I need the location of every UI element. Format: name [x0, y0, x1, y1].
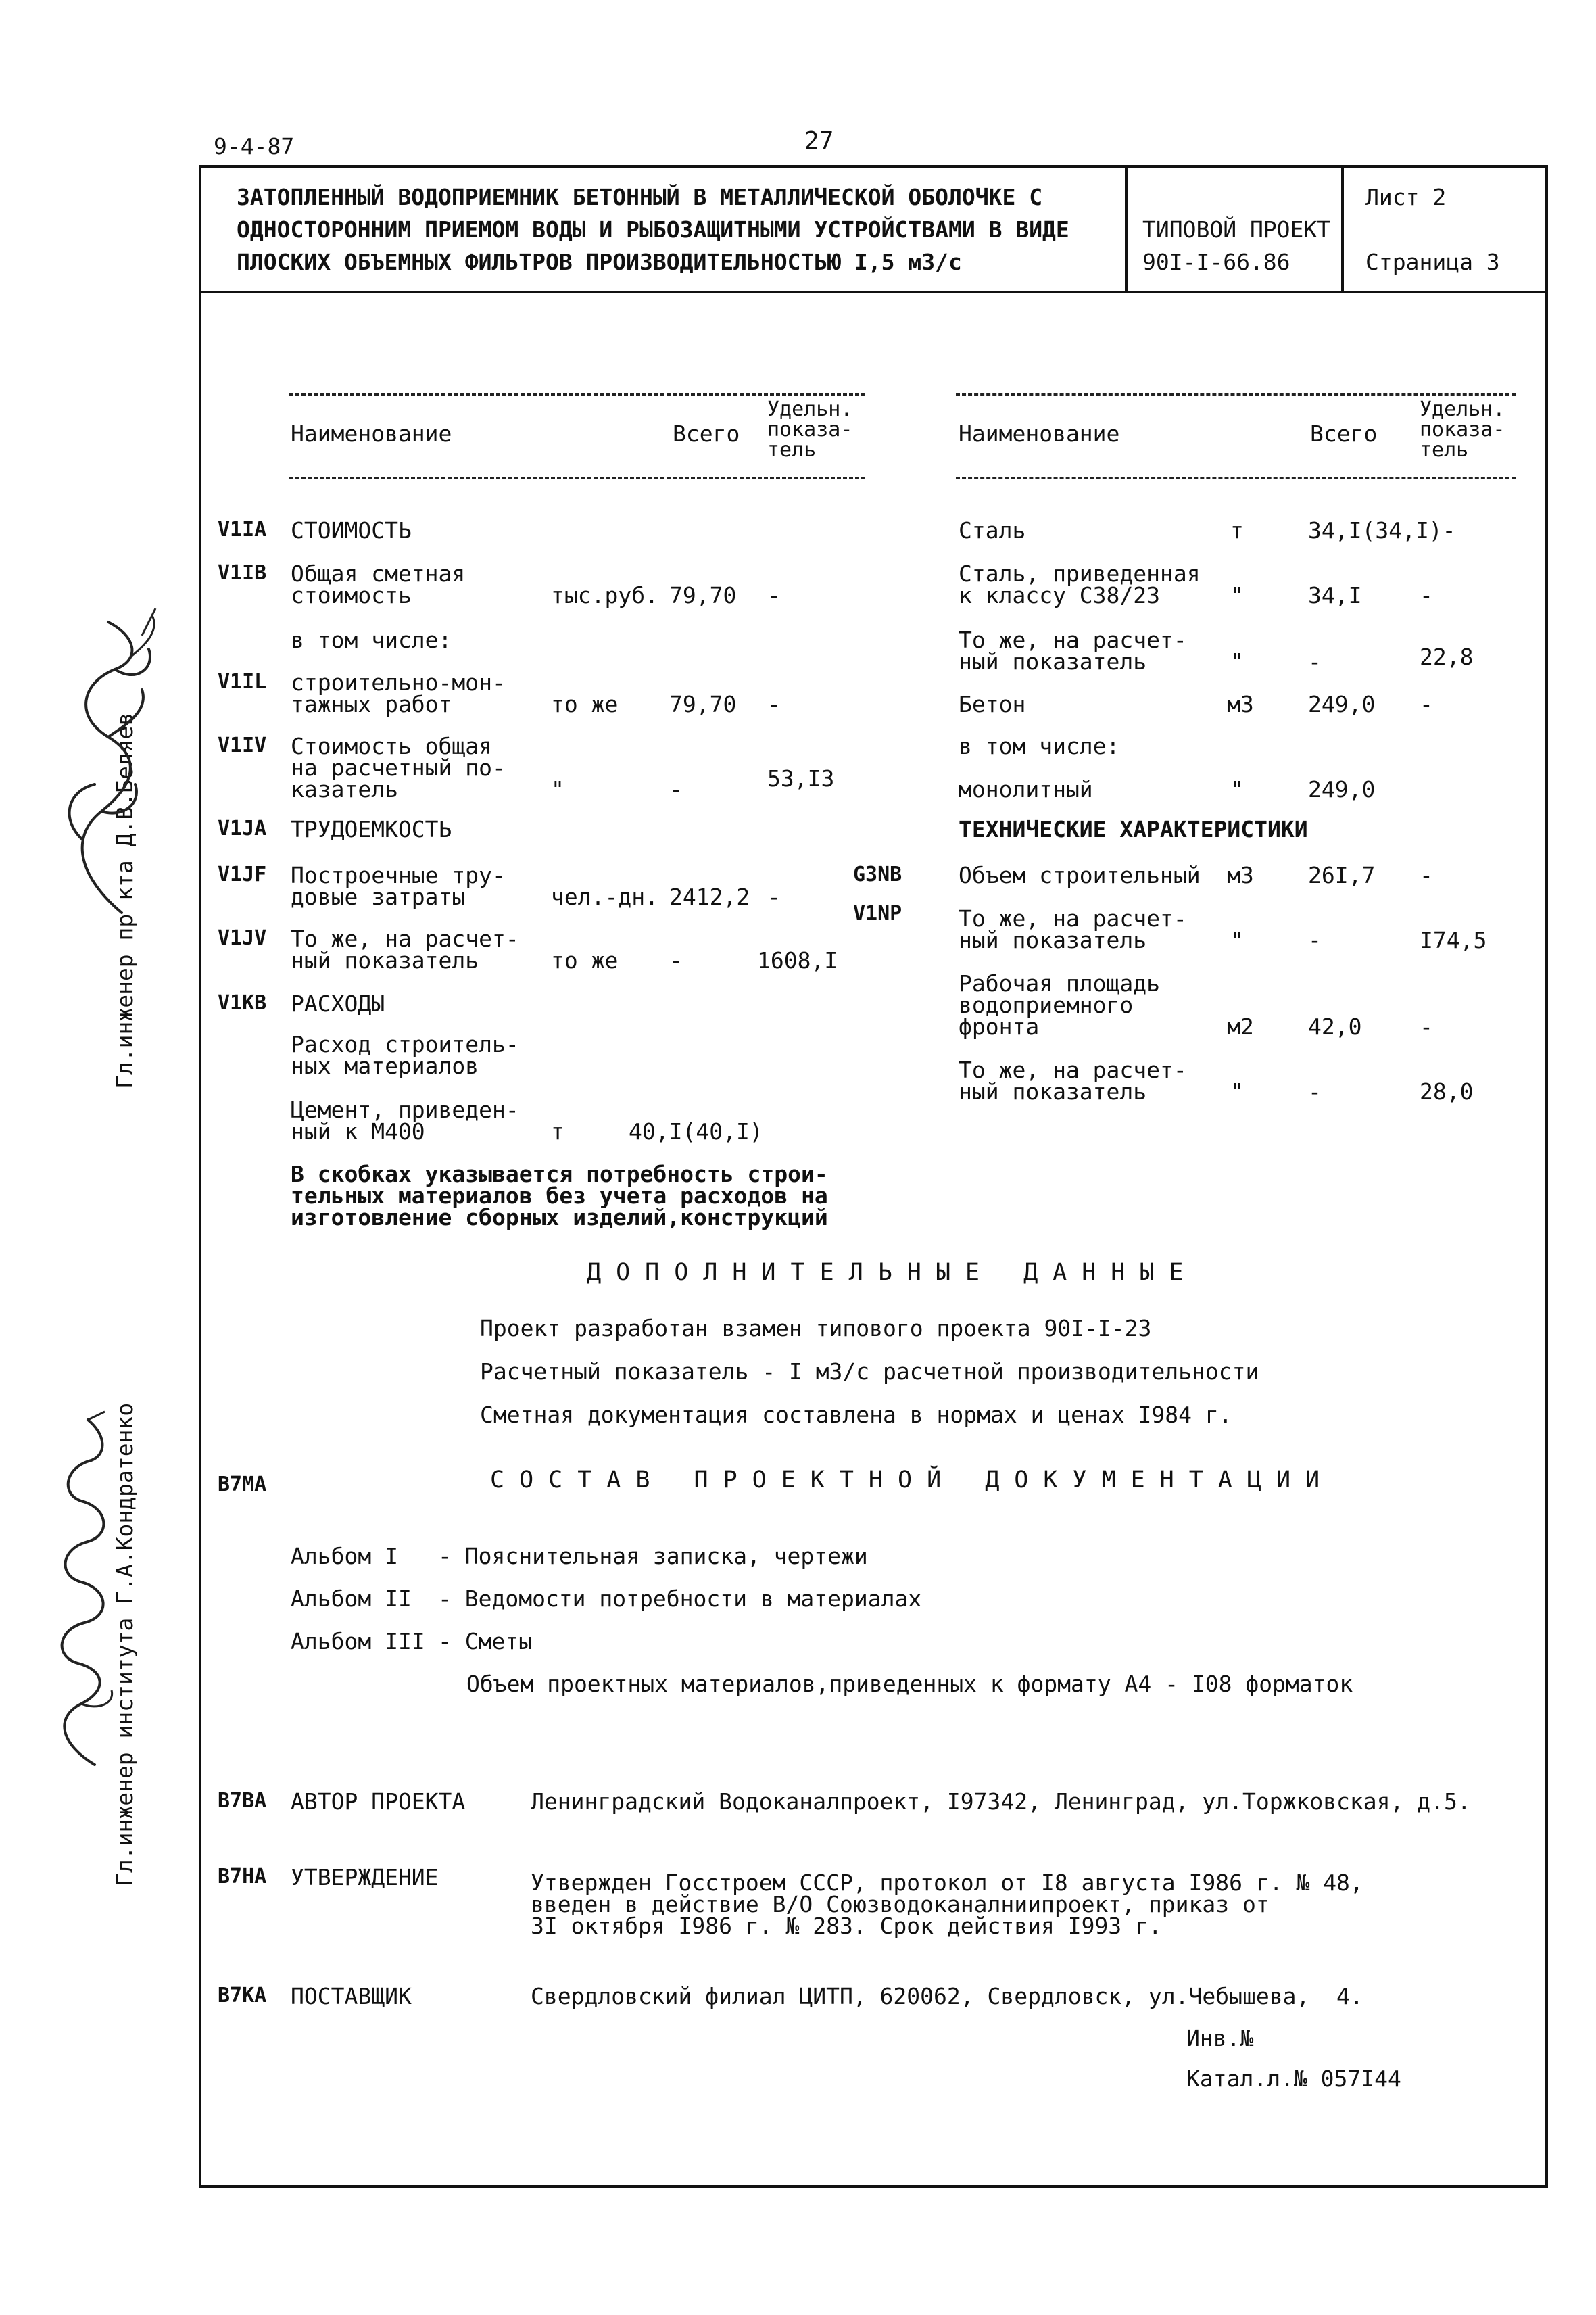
album-label: Альбом III	[291, 1628, 425, 1654]
additional-line: Сметная документация составлена в нормах и ценах I984 г.	[480, 1402, 1232, 1428]
additional-line: Расчетный показатель - I м3/с расчетной производительности	[480, 1358, 1259, 1385]
author-code: B7BA	[218, 1789, 267, 1813]
row-code: V1KB	[218, 991, 267, 1015]
author-label: АВТОР ПРОЕКТА	[291, 1788, 466, 1815]
additional-line: Проект разработан взамен типового проекта 90I-I-23	[480, 1315, 1152, 1341]
volume-line: Объем проектных материалов,приведенных к формату А4 - I08 форматок	[466, 1671, 1353, 1697]
supplier-code: B7KA	[218, 1984, 267, 2007]
mid-code: G3NB	[853, 863, 902, 886]
left-header-rule-top	[289, 393, 865, 396]
catalog-number: Катал.л.№ 057I44	[1186, 2066, 1401, 2092]
page-label: Страница 3	[1365, 249, 1500, 275]
additional-heading: ДОПОЛНИТЕЛЬНЫЕ ДАННЫЕ	[587, 1259, 1199, 1286]
header-divider-v1	[1125, 165, 1128, 292]
approval-label: УТВЕРЖДЕНИЕ	[291, 1864, 439, 1890]
row-code: V1JA	[218, 817, 267, 840]
mid-code: V1NP	[853, 902, 902, 926]
album-text: - Пояснительная записка, чертежи	[438, 1543, 868, 1569]
approval-code: B7HA	[218, 1865, 267, 1888]
approval-line: введен в действие В/О Союзводоканалниипроект, приказ от	[531, 1891, 1269, 1917]
album-text: - Ведомости потребности в материалах	[438, 1585, 922, 1612]
album-text: - Сметы	[438, 1628, 533, 1654]
row-name: СТОИМОСТЬ	[291, 517, 412, 544]
sheet-label: Лист 2	[1365, 184, 1447, 210]
left-header-rule-bottom	[289, 477, 865, 479]
row-code: V1JV	[218, 926, 267, 950]
approval-line: Утвержден Госстроем СССР, протокол от I8 августа I986 г. № 48,	[531, 1869, 1363, 1896]
chief-engineer-stamp: Гл.инженер пр кта Д.В.Беляев	[112, 712, 138, 1089]
supplier-text: Свердловский филиал ЦИТП, 620062, Свердловск, ул.Чебышева, 4.	[531, 1983, 1363, 2009]
row-code: V1IL	[218, 670, 267, 694]
supplier-label: ПОСТАВЩИК	[291, 1983, 412, 2009]
approval-line: 3I октября I986 г. № 283. Срок действия I993 г.	[531, 1913, 1162, 1939]
composition-heading: СОСТАВ ПРОЕКТНОЙ ДОКУМЕНТАЦИИ	[490, 1466, 1335, 1494]
album-label: Альбом II	[291, 1585, 412, 1612]
row-code: V1IV	[218, 734, 267, 757]
signature-upper	[41, 595, 169, 920]
project-number: 90I-I-66.86	[1142, 249, 1290, 275]
signature-lower	[41, 1406, 128, 1771]
page-number: 27	[804, 127, 834, 155]
right-header-rule-bottom	[956, 477, 1516, 479]
inventory-number: Инв.№	[1186, 2025, 1254, 2051]
right-header-rule-top	[956, 393, 1516, 396]
header-divider-v2	[1341, 165, 1344, 292]
document-code: 9-4-87	[214, 133, 295, 160]
album-label: Альбом I	[291, 1543, 398, 1569]
project-label: ТИПОВОЙ ПРОЕКТ	[1142, 216, 1331, 243]
row-code: V1IA	[218, 518, 267, 542]
row-code: V1JF	[218, 863, 267, 886]
author-text: Ленинградский Водоканалпроект, I97342, Ленинград, ул.Торжковская, д.5.	[531, 1788, 1471, 1815]
row-code: V1IB	[218, 561, 267, 585]
institute-engineer-stamp: Гл.инженер института Г.А.Кондратенко	[112, 1402, 138, 1886]
composition-code: B7MA	[218, 1473, 267, 1496]
